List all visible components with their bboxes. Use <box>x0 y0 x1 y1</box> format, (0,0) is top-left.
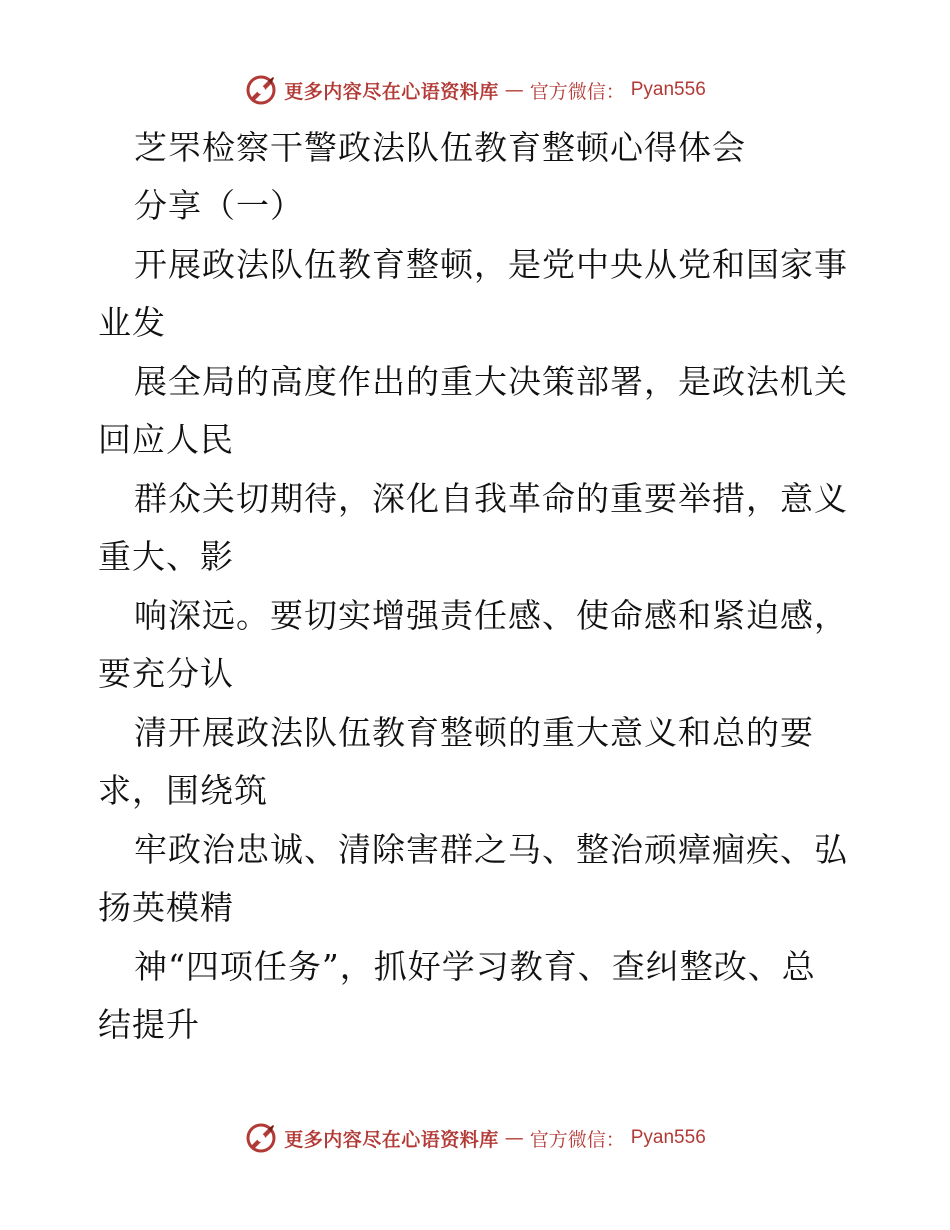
banner-wechat-label: 官方微信： <box>529 80 625 103</box>
banner-main-text: 更多内容尽在心语资料库 <box>284 80 499 103</box>
paragraph-line: 重大、影 <box>98 537 234 576</box>
banner-separator: — <box>504 79 524 101</box>
banner-wechat-id: Pyan556 <box>630 1127 706 1148</box>
paragraph-line: 求，围绕筑 <box>98 771 268 810</box>
paragraph-line: 清开展政法队伍教育整顿的重大意义和总的要 <box>134 713 814 752</box>
paragraph-line: 响深远。要切实增强责任感、使命感和紧迫感， <box>134 596 848 635</box>
paragraph-line: 牢政治忠诚、清除害群之马、整治顽瘴痼疾、弘 <box>134 830 848 869</box>
banner-main-text: 更多内容尽在心语资料库 <box>284 1128 499 1151</box>
banner-separator: — <box>504 1127 524 1149</box>
paragraph-line: 展全局的高度作出的重大决策部署，是政法机关 <box>134 362 848 401</box>
banner-wechat-label: 官方微信： <box>529 1128 625 1151</box>
paragraph-line: 群众关切期待，深化自我革命的重要举措，意义 <box>134 479 848 518</box>
paragraph-line: 扬英模精 <box>98 888 234 927</box>
footer-banner <box>0 1118 950 1158</box>
paragraph-line: 业发 <box>98 303 166 342</box>
pen-globe-logo-icon <box>244 73 278 107</box>
banner-wechat-id: Pyan556 <box>630 79 706 100</box>
pen-globe-logo-icon <box>244 1121 278 1155</box>
paragraph-line: 结提升 <box>98 1005 200 1044</box>
paragraph-line: 要充分认 <box>98 654 234 693</box>
doc-title-line-1: 芝罘检察干警政法队伍教育整顿心得体会 <box>134 128 746 167</box>
paragraph-line: 回应人民 <box>98 420 234 459</box>
paragraph-line: 神“四项任务”，抓好学习教育、查纠整改、总 <box>134 947 816 986</box>
paragraph-line: 开展政法队伍教育整顿，是党中央从党和国家事 <box>134 245 848 284</box>
header-banner <box>0 70 950 110</box>
doc-title-line-2: 分享（一） <box>134 186 304 225</box>
